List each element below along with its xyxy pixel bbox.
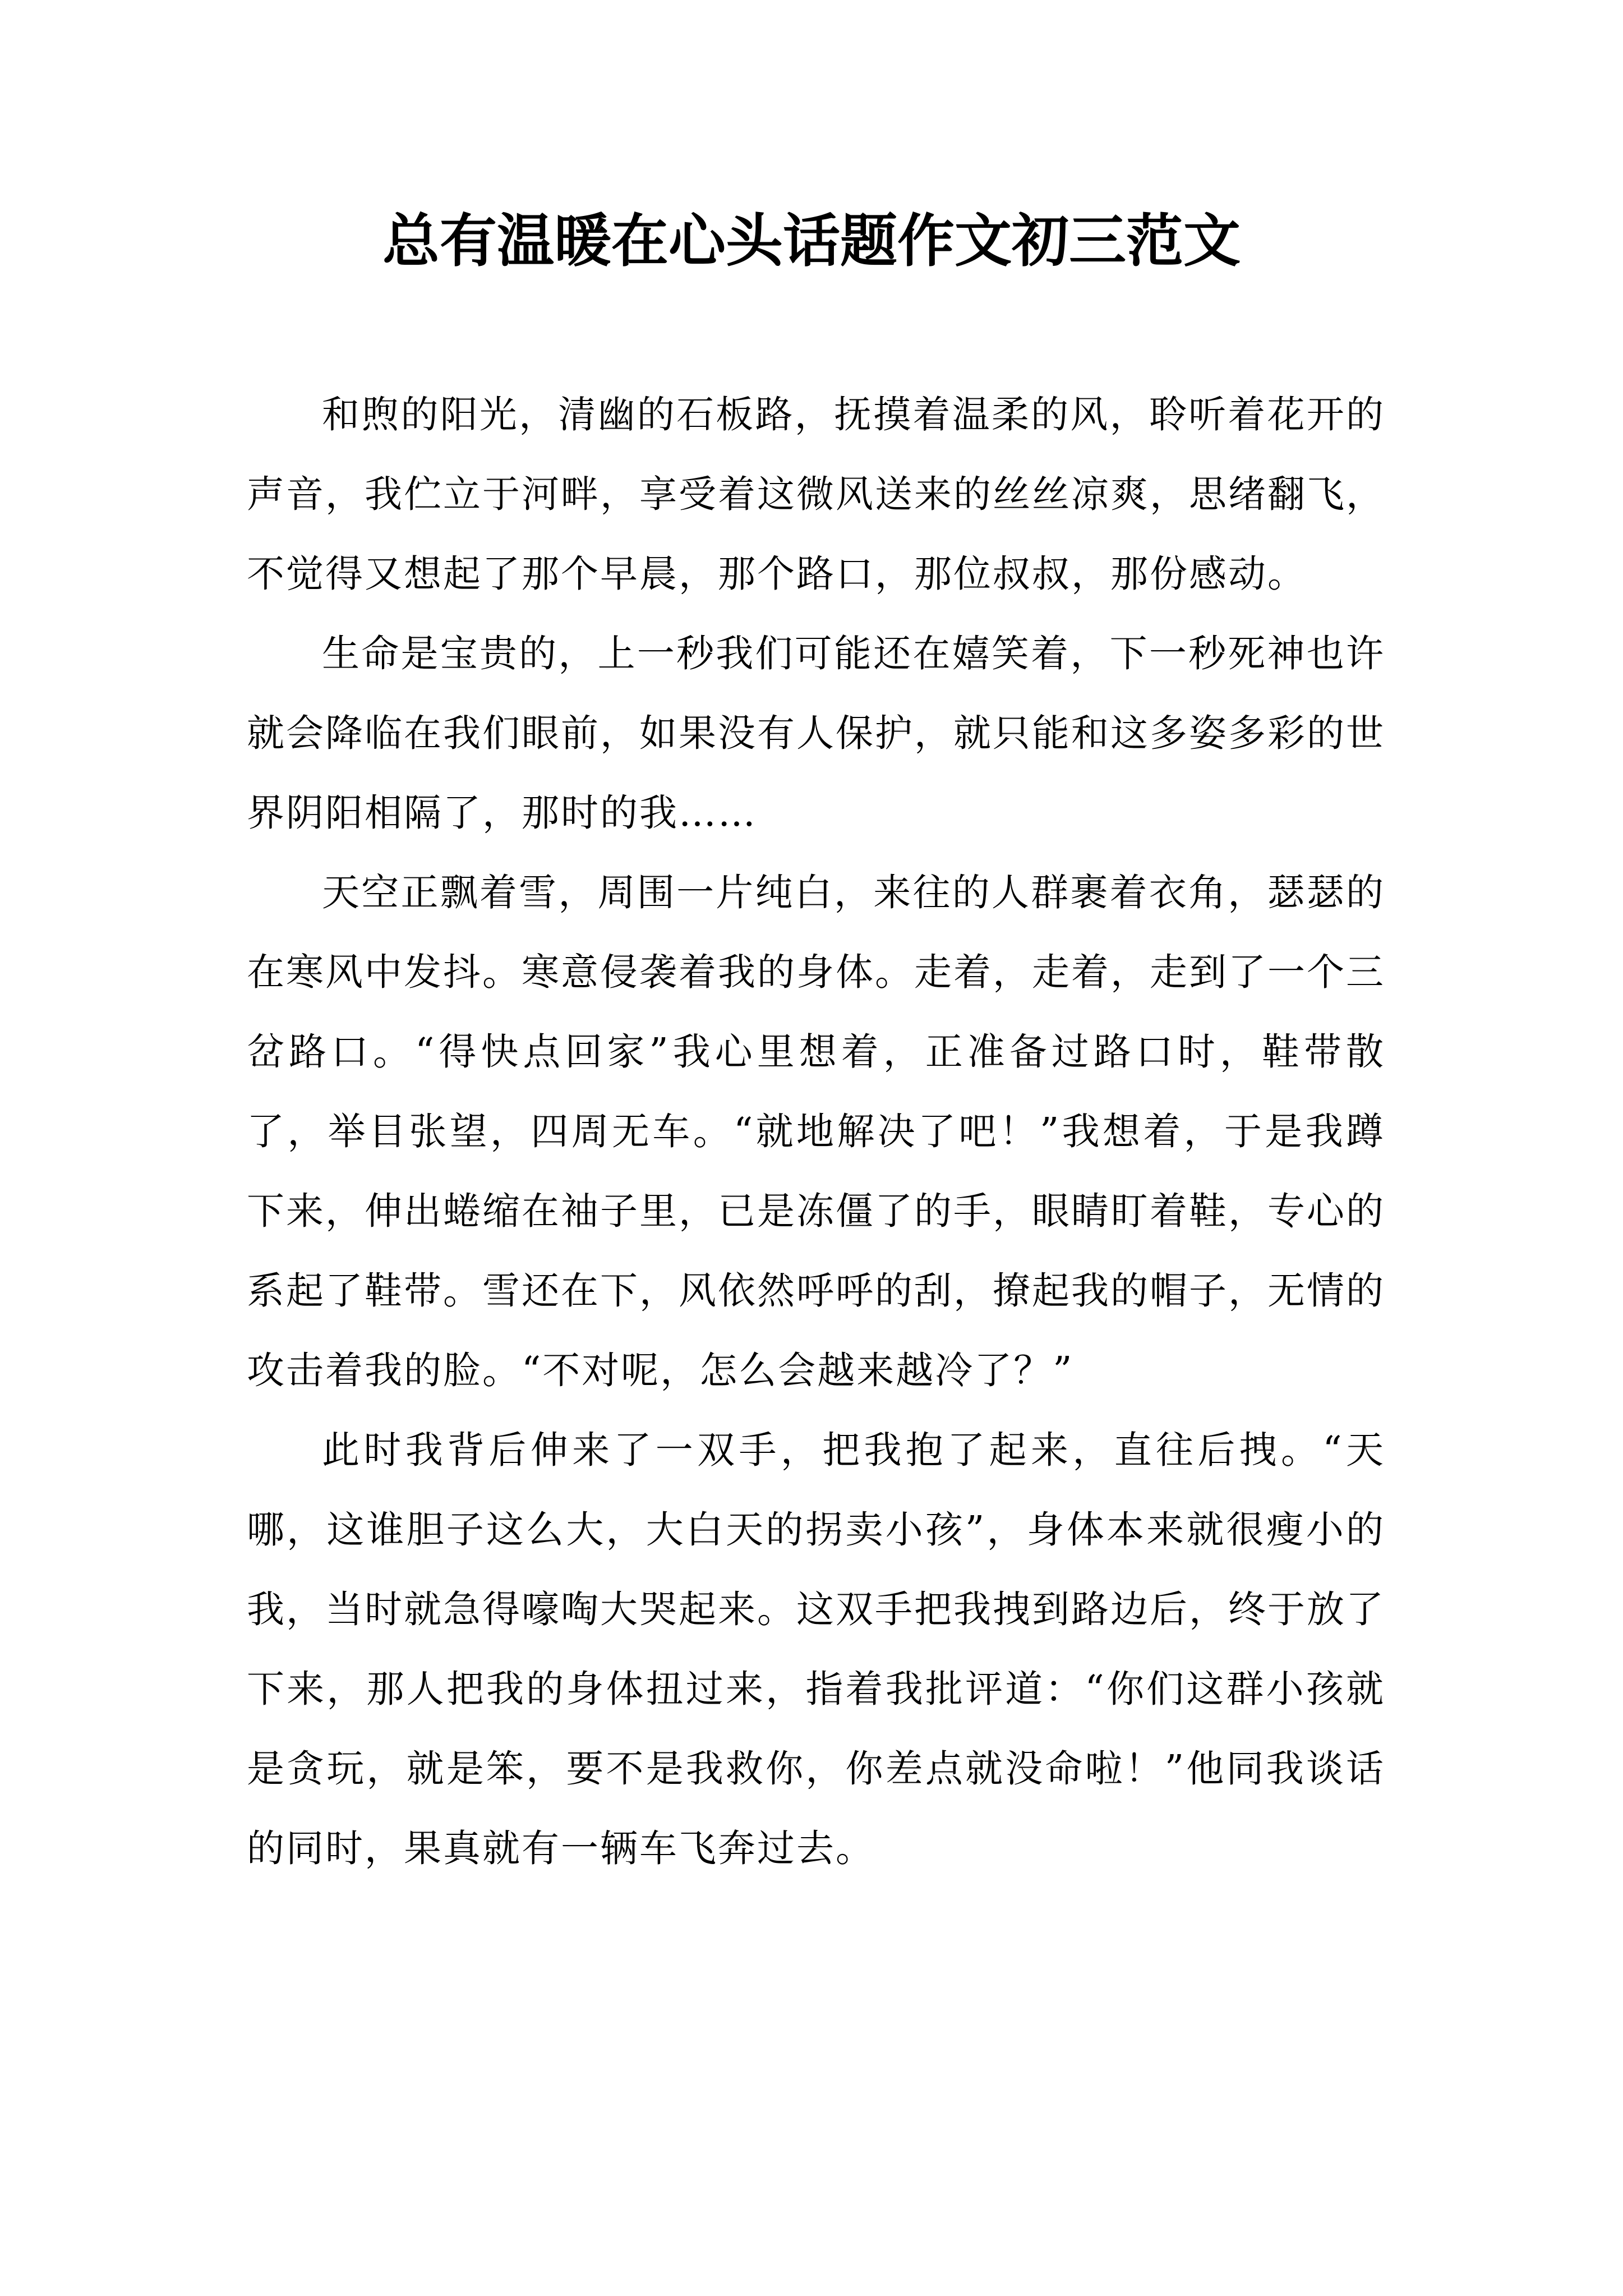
paragraph: 和煦的阳光，清幽的石板路，抚摸着温柔的风，聆听着花开的声音，我伫立于河畔，享受着这微风送来的丝丝凉爽，思绪翻飞，不觉得又想起了那个早晨，那个路口，那位叔叔，那份感动。	[247, 393, 1385, 596]
paragraph: 天空正飘着雪，周围一片纯白，来往的人群裹着衣角，瑟瑟的在寒风中发抖。寒意侵袭着我的身体。走着，走着，走到了一个三岔路口。“得快点回家”我心里想着，正准备过路口时，鞋带散了，举目张望，四周无车。“就地解决了吧！”我想着，于是我蹲下来，伸出蜷缩在袖子里，已是冻僵了的手，眼睛盯着鞋，专心的系起了鞋带。雪还在下，风依然呼呼的刮，撩起我的帽子，无情的攻击着我的脸。“不对呢，怎么会越来越冷了？”	[247, 871, 1385, 1392]
document-body	[247, 375, 1385, 1888]
paragraph: 此时我背后伸来了一双手，把我抱了起来，直往后拽。“天哪，这谁胆子这么大，大白天的拐卖小孩”，身体本来就很瘦小的我，当时就急得嚎啕大哭起来。这双手把我拽到路边后，终于放了下来，那人把我的身体扭过来，指着我批评道：“你们这群小孩就是贪玩，就是笨，要不是我救你，你差点就没命啦！”他同我谈话的同时，果真就有一辆车飞奔过去。	[247, 1428, 1385, 1870]
document-title: 总有温暖在心头话题作文初三范文	[382, 208, 1241, 275]
paragraph: 生命是宝贵的，上一秒我们可能还在嬉笑着，下一秒死神也许就会降临在我们眼前，如果没有人保护，就只能和这多姿多彩的世界阴阳相隔了，那时的我……	[247, 632, 1385, 835]
